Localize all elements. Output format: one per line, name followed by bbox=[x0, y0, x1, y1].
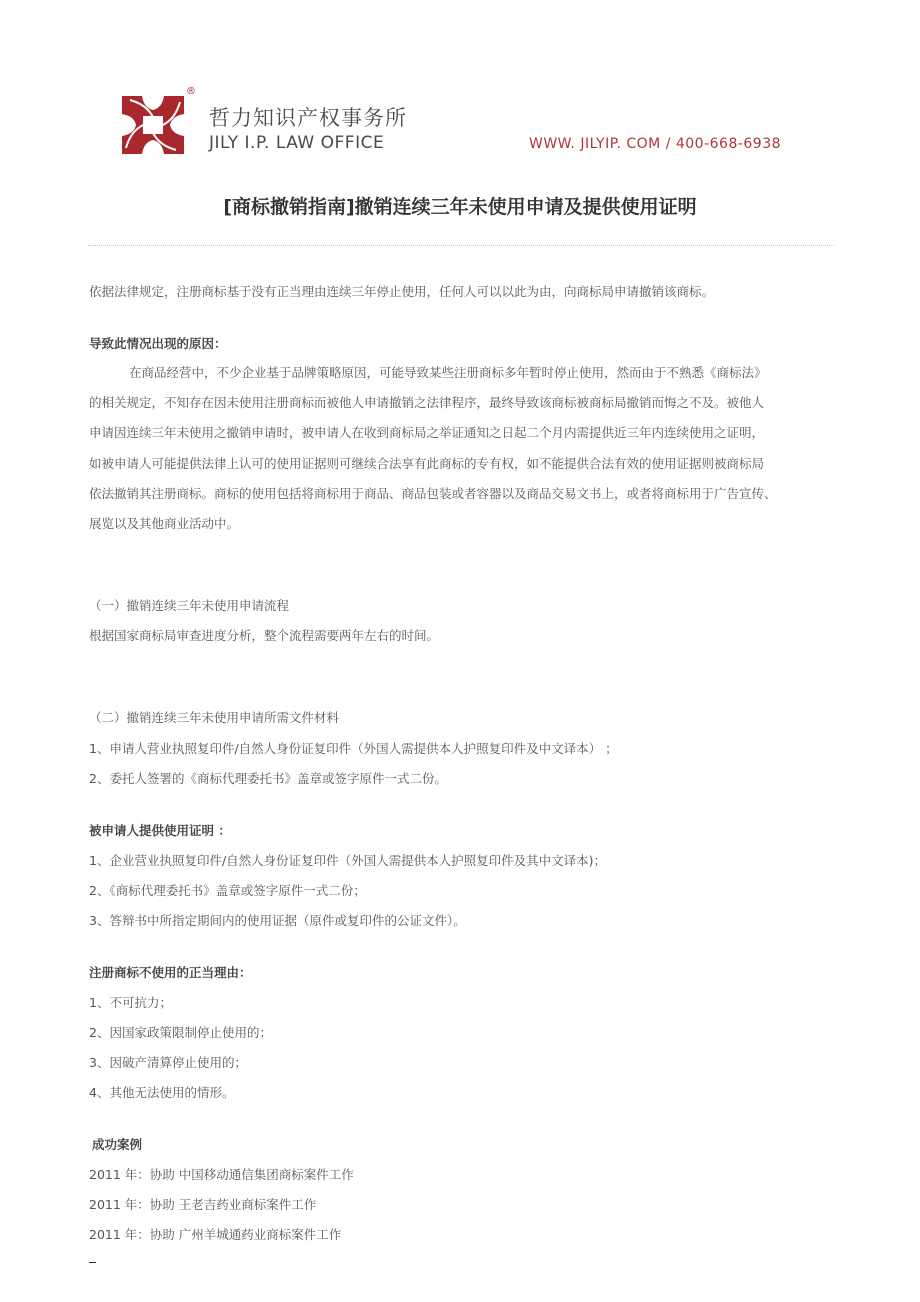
reasons-line: 在商品经营中，不少企业基于品牌策略原因，可能导致某些注册商标多年暂时停止使用，然而由于不熟悉《商标法》 bbox=[129, 365, 767, 380]
reasons-line: 依法撤销其注册商标。商标的使用包括将商标用于商品、商品包装或者容器以及商品交易文书上，或者将商标用于广告宣传、 bbox=[89, 486, 777, 501]
respondent-item: 2、《商标代理委托书》盖章或签字原件一式二份； bbox=[89, 883, 366, 898]
jily-logo-icon bbox=[122, 96, 184, 154]
respondent-heading: 被申请人提供使用证明 ： bbox=[89, 823, 231, 838]
justification-item: 2、因国家政策限制停止使用的； bbox=[89, 1025, 272, 1040]
section2-item: 1、申请人营业执照复印件/自然人身份证复印件（外国人需提供本人护照复印件及中文译本） ； bbox=[89, 741, 618, 756]
page-end-dash bbox=[89, 1262, 96, 1263]
respondent-item: 1、企业营业执照复印件/自然人身份证复印件（外国人需提供本人护照复印件及其中文译本)； bbox=[89, 853, 607, 868]
section2-heading: （二）撤销连续三年未使用申请所需文件材料 bbox=[89, 710, 340, 725]
justification-item: 1、不可抗力； bbox=[89, 995, 172, 1010]
letterhead bbox=[0, 0, 920, 180]
reasons-line: 如被申请人可能提供法律上认可的使用证据则可继续合法享有此商标的专有权，如不能提供合法有效的使用证据则被商标局 bbox=[89, 456, 765, 471]
contact-info: WWW. JILYIP. COM / 400-668-6938 bbox=[529, 136, 782, 152]
section1-heading: （一）撤销连续三年未使用申请流程 bbox=[89, 598, 290, 613]
case-item: 2011 年：协助 中国移动通信集团商标案件工作 bbox=[89, 1167, 354, 1182]
reasons-line: 的相关规定，不知存在因未使用注册商标而被他人申请撤销之法律程序，最终导致该商标被商标局撤销而悔之不及。被他人 bbox=[89, 395, 765, 410]
document-title: [商标撤销指南]撤销连续三年未使用申请及提供使用证明 bbox=[223, 196, 697, 218]
case-item: 2011 年：协助 广州羊城通药业商标案件工作 bbox=[89, 1227, 342, 1242]
cases-heading: 成功案例 bbox=[92, 1137, 143, 1152]
justifications-heading: 注册商标不使用的正当理由： bbox=[89, 965, 252, 980]
respondent-item: 3、答辩书中所指定期间内的使用证据（原件或复印件的公证文件）。 bbox=[89, 913, 466, 928]
brand-name-cn: 哲力知识产权事务所 bbox=[209, 106, 407, 130]
registered-mark: ® bbox=[186, 86, 196, 97]
reasons-line: 展览以及其他商业活动中。 bbox=[89, 516, 240, 531]
title-divider bbox=[88, 245, 834, 246]
section1-text: 根据国家商标局审查进度分析，整个流程需要两年左右的时间。 bbox=[89, 628, 440, 643]
justification-item: 4、其他无法使用的情形。 bbox=[89, 1085, 235, 1100]
reasons-heading: 导致此情况出现的原因： bbox=[89, 336, 227, 351]
intro-paragraph: 依据法律规定，注册商标基于没有正当理由连续三年停止使用，任何人可以以此为由，向商标局申请撤销该商标。 bbox=[89, 284, 715, 299]
brand-name-en: JILY I.P. LAW OFFICE bbox=[209, 133, 385, 153]
section2-item: 2、委托人签署的《商标代理委托书》盖章或签字原件一式二份。 bbox=[89, 771, 447, 786]
case-item: 2011 年：协助 王老吉药业商标案件工作 bbox=[89, 1197, 317, 1212]
justification-item: 3、因破产清算停止使用的； bbox=[89, 1055, 247, 1070]
reasons-line: 申请因连续三年未使用之撤销申请时，被申请人在收到商标局之举证通知之日起二个月内需提供近三年内连续使用之证明， bbox=[89, 425, 765, 440]
